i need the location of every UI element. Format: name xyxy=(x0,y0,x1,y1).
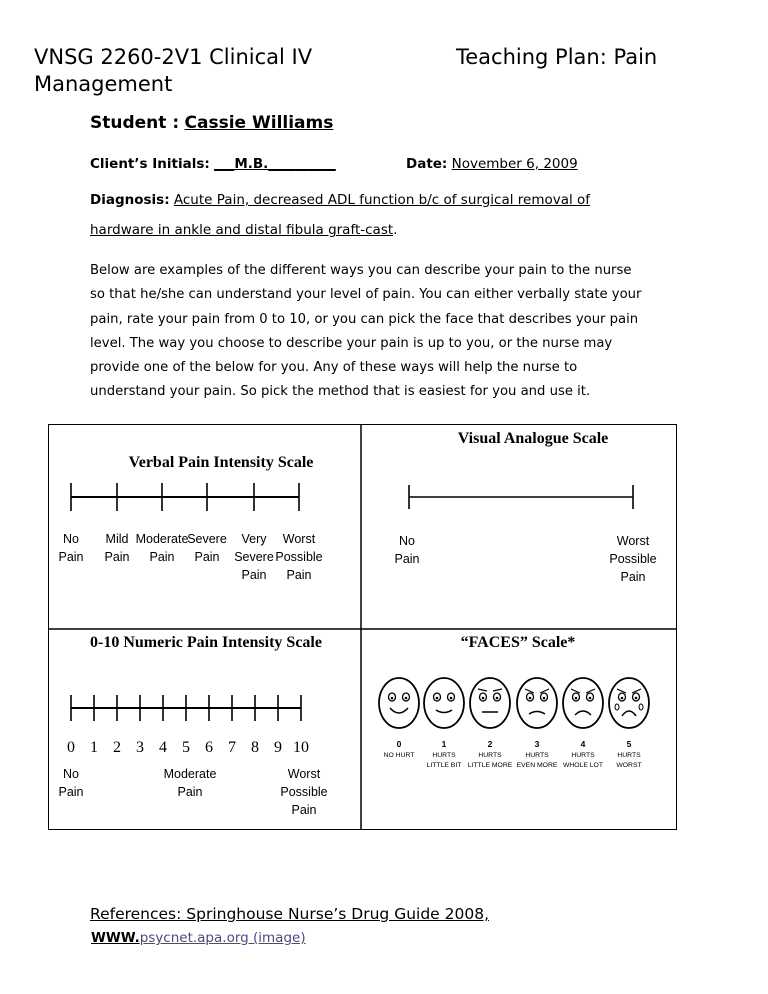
numeric-scale-label: Pain xyxy=(177,785,203,799)
client-initials-label: Client’s Initials: xyxy=(90,156,210,172)
face-pupil xyxy=(543,697,546,700)
diagnosis-label: Diagnosis: xyxy=(90,192,170,208)
numeric-scale-number: 2 xyxy=(113,739,121,756)
numeric-scale-label: Worst xyxy=(287,767,321,781)
face-pupil xyxy=(482,697,485,700)
numeric-scale-number: 10 xyxy=(293,739,309,756)
references-www: WWW. xyxy=(91,930,140,946)
visual-scale-label: No xyxy=(399,534,415,548)
client-initials-value: ___M.B.__________ xyxy=(214,156,336,172)
pain-scales-figure xyxy=(48,424,677,830)
references-url-line xyxy=(91,930,306,946)
faces-scale-label: EVEN MORE xyxy=(516,762,558,769)
intro-line: so that he/she can understand your level of pain. You can either verbally state your xyxy=(90,287,642,303)
faces-scale-label: HURTS xyxy=(571,752,595,759)
plan-title: Teaching Plan: Pain xyxy=(456,45,658,69)
faces-scale-label: LITTLE MORE xyxy=(467,762,513,769)
verbal-scale-label: Pain xyxy=(149,550,175,564)
pain-face-icon xyxy=(609,678,649,728)
numeric-scale xyxy=(58,695,327,817)
face-pupil xyxy=(621,697,624,700)
pain-face-icon xyxy=(563,678,603,728)
verbal-scale-label: Pain xyxy=(194,550,220,564)
verbal-scale-label: Mild xyxy=(105,532,129,546)
face-pupil xyxy=(496,697,499,700)
faces-scale-label: NO HURT xyxy=(383,752,415,759)
pain-face-icon xyxy=(517,678,557,728)
face-pupil xyxy=(391,697,394,700)
pain-face-icon xyxy=(424,678,464,728)
face-pupil xyxy=(575,697,578,700)
verbal-scale-label: Possible xyxy=(275,550,323,564)
student-label: Student : xyxy=(90,113,180,133)
face-outline xyxy=(470,678,510,728)
face-outline xyxy=(424,678,464,728)
diagnosis-text-2: hardware in ankle and distal fibula graft-cast xyxy=(90,222,394,238)
numeric-scale-title: 0-10 Numeric Pain Intensity Scale xyxy=(90,634,322,651)
diagnosis-text-1: Acute Pain, decreased ADL function b/c of surgical removal of xyxy=(173,192,591,208)
verbal-scale-label: Severe xyxy=(187,532,227,546)
student-line xyxy=(90,113,333,133)
visual-scale xyxy=(394,485,656,584)
intro-line: pain, rate your pain from 0 to 10, or you can pick the face that describes your pain xyxy=(90,311,639,327)
face-pupil xyxy=(405,697,408,700)
visual-scale-label: Worst xyxy=(616,534,650,548)
numeric-scale-label: No xyxy=(63,767,79,781)
numeric-scale-label: Pain xyxy=(58,785,84,799)
verbal-scale-label: Pain xyxy=(104,550,130,564)
verbal-scale-label: Pain xyxy=(58,550,84,564)
faces-scale-number: 3 xyxy=(534,739,540,749)
student-name: Cassie Williams xyxy=(184,113,334,133)
pain-scales-svg xyxy=(49,425,676,829)
verbal-scale-label: Very xyxy=(241,532,267,546)
numeric-scale-number: 3 xyxy=(136,739,144,756)
faces-scale-label: WORST xyxy=(616,762,642,769)
numeric-scale-number: 5 xyxy=(182,739,190,756)
client-initials-line xyxy=(90,156,336,172)
intro-line: Below are examples of the different ways you can describe your pain to the nurse xyxy=(90,263,632,278)
verbal-scale-title: Verbal Pain Intensity Scale xyxy=(128,454,314,471)
numeric-scale-number: 4 xyxy=(159,739,167,756)
numeric-scale-label: Moderate xyxy=(163,767,217,781)
numeric-scale-number: 7 xyxy=(228,739,236,756)
verbal-scale-label: Moderate xyxy=(135,532,189,546)
verbal-scale-label: No xyxy=(63,532,79,546)
references-line: References: Springhouse Nurse’s Drug Guide 2008, xyxy=(90,905,490,923)
numeric-scale-number: 8 xyxy=(251,739,259,756)
faces-scale-label: WHOLE LOT xyxy=(562,762,604,769)
verbal-scale-label: Severe xyxy=(234,550,274,564)
faces-scale-number: 1 xyxy=(441,739,447,749)
intro-paragraph xyxy=(90,259,690,405)
date-value: November 6, 2009 xyxy=(451,156,578,172)
pain-face-icon xyxy=(470,678,510,728)
face-outline xyxy=(609,678,649,728)
verbal-scale xyxy=(58,483,322,582)
faces-scale-label: HURTS xyxy=(478,752,502,759)
verbal-scale-label: Pain xyxy=(286,568,312,582)
face-outline xyxy=(379,678,419,728)
faces-scale-title: “FACES” Scale* xyxy=(460,634,576,651)
references-link[interactable]: psycnet.apa.org (image) xyxy=(139,930,306,946)
faces-scale-label: HURTS xyxy=(617,752,641,759)
diagnosis-line-2 xyxy=(90,222,397,238)
face-outline xyxy=(563,678,603,728)
face-pupil xyxy=(589,697,592,700)
numeric-scale-label: Possible xyxy=(280,785,328,799)
face-outline xyxy=(517,678,557,728)
visual-scale-title: Visual Analogue Scale xyxy=(457,430,609,447)
faces-scale xyxy=(379,678,649,769)
pain-face-icon xyxy=(379,678,419,728)
numeric-scale-label: Pain xyxy=(291,803,317,817)
faces-scale-number: 2 xyxy=(487,739,493,749)
course-title: VNSG 2260-2V1 Clinical IV xyxy=(34,45,313,69)
numeric-scale-number: 9 xyxy=(274,739,282,756)
faces-scale-number: 5 xyxy=(626,739,632,749)
numeric-scale-number: 6 xyxy=(205,739,213,756)
face-pupil xyxy=(529,697,532,700)
verbal-scale-label: Worst xyxy=(282,532,316,546)
intro-line: understand your pain. So pick the method that is easiest for you and use it. xyxy=(90,384,591,400)
face-pupil xyxy=(450,697,453,700)
visual-scale-label: Pain xyxy=(394,552,420,566)
visual-scale-label: Possible xyxy=(609,552,657,566)
numeric-scale-number: 0 xyxy=(67,739,75,756)
faces-scale-label: LITTLE BIT xyxy=(426,762,462,769)
faces-scale-number: 4 xyxy=(580,739,586,749)
visual-scale-label: Pain xyxy=(620,570,646,584)
face-pupil xyxy=(436,697,439,700)
intro-line: provide one of the below for you. Any of these ways will help the nurse to xyxy=(90,360,578,376)
course-title-cont: Management xyxy=(34,72,173,96)
face-pupil xyxy=(635,697,638,700)
date-label: Date: xyxy=(406,156,448,172)
diagnosis-line-1 xyxy=(90,192,590,208)
faces-scale-label: HURTS xyxy=(525,752,549,759)
intro-line: level. The way you choose to describe your pain is up to you, or the nurse may xyxy=(90,335,613,351)
date-line xyxy=(406,156,578,172)
verbal-scale-label: Pain xyxy=(241,568,267,582)
faces-scale-label: HURTS xyxy=(432,752,456,759)
diagnosis-period: . xyxy=(393,222,398,238)
faces-scale-number: 0 xyxy=(396,739,402,749)
numeric-scale-number: 1 xyxy=(90,739,98,756)
